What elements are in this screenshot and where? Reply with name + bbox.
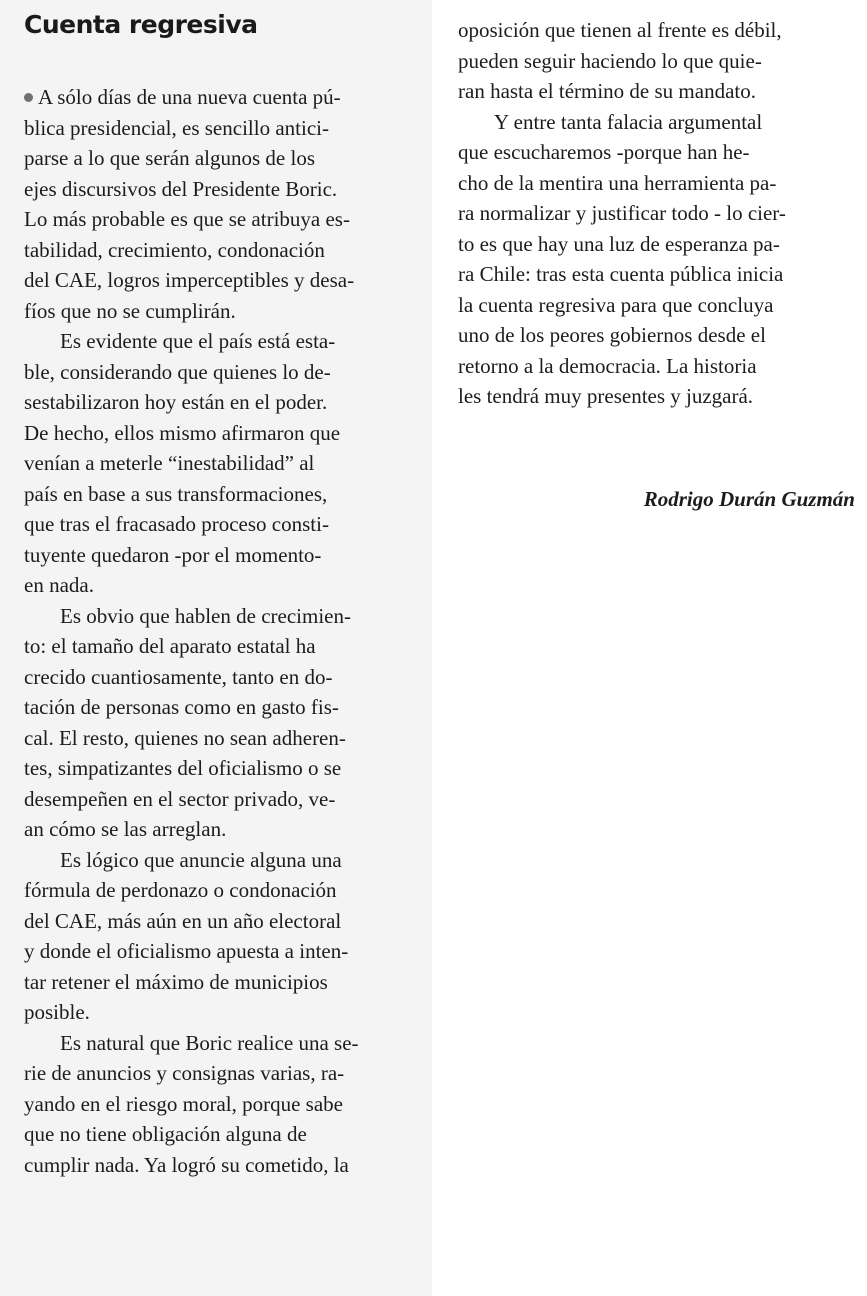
- text-line: oposición que tienen al frente es débil,: [458, 18, 782, 42]
- text-line: blica presidencial, es sencillo antici-: [24, 115, 329, 140]
- text-line: retorno a la democracia. La historia: [458, 353, 757, 378]
- text-line: tar retener el máximo de municipios: [24, 969, 328, 994]
- author-signature: Rodrigo Durán Guzmán: [643, 487, 855, 511]
- text-line: crecido cuantiosamente, tanto en do-: [24, 664, 333, 689]
- text-line: pueden seguir haciendo lo que quie-: [458, 48, 762, 73]
- text-line: De hecho, ellos mismo afirmaron que: [24, 420, 341, 445]
- text-line: yando en el riesgo moral, porque sabe: [24, 1091, 343, 1116]
- text-line: tes, simpatizantes del oficialismo o se: [24, 756, 342, 780]
- text-line: tuyente quedaron -por el momento-: [24, 542, 322, 567]
- text-line: ra normalizar y justificar todo - lo cier-: [458, 201, 786, 225]
- text-line: que tras el fracasado proceso consti-: [24, 512, 329, 536]
- text-line: Es evidente que el país está esta-: [60, 329, 336, 353]
- text-line: A sólo días de una nueva cuenta pú-: [24, 82, 422, 113]
- text-line: ejes discursivos del Presidente Boric.: [24, 176, 338, 201]
- text-line: tabilidad, crecimiento, condonación: [24, 237, 325, 262]
- text-line: que no tiene obligación alguna de: [24, 1122, 307, 1146]
- text-line: to es que hay una luz de esperanza pa-: [458, 231, 780, 256]
- text-line: cho de la mentira una herramienta pa-: [458, 170, 777, 195]
- text-line: fórmula de perdonazo o condonación: [24, 878, 337, 902]
- text-line: fíos que no se cumplirán.: [24, 298, 236, 323]
- text-line: país en base a sus transformaciones,: [24, 481, 328, 506]
- text-line: parse a lo que serán algunos de los: [24, 146, 315, 170]
- text-line: en nada.: [24, 573, 94, 597]
- text-line: del CAE, logros imperceptibles y desa-: [24, 268, 355, 292]
- text-line: les tendrá muy presentes y juzgará.: [458, 384, 754, 408]
- article-headline: Cuenta regresiva: [24, 10, 258, 39]
- text-line: venían a meterle “inestabilidad” al: [24, 451, 315, 475]
- text-line: rie de anuncios y consignas varias, ra-: [24, 1061, 345, 1085]
- text-line: ra Chile: tras esta cuenta pública inicia: [458, 262, 784, 286]
- text-line: ble, considerando que quienes lo de-: [24, 359, 331, 384]
- text-line: cal. El resto, quienes no sean adheren-: [24, 725, 346, 750]
- text-line: ran hasta el término de su mandato.: [458, 79, 756, 103]
- text-line: del CAE, más aún en un año electoral: [24, 908, 342, 933]
- text-line: y donde el oficialismo apuesta a inten-: [24, 939, 349, 963]
- text-line: posible.: [24, 1000, 90, 1024]
- text-line: to: el tamaño del aparato estatal ha: [24, 634, 316, 658]
- text-line: desempeñen en el sector privado, ve-: [24, 786, 336, 811]
- text-line: Es natural que Boric realice una se-: [60, 1030, 359, 1055]
- left-column-text: [24, 82, 422, 1180]
- text-line: la cuenta regresiva para que concluya: [458, 292, 774, 317]
- text-line: an cómo se las arreglan.: [24, 817, 227, 841]
- text-line: cumplir nada. Ya logró su cometido, la: [24, 1152, 349, 1177]
- text-line: uno de los peores gobiernos desde el: [458, 323, 766, 347]
- text-line: tación de personas como en gasto fis-: [24, 695, 339, 719]
- bullet-icon: [24, 93, 33, 102]
- text-line: Es obvio que hablen de crecimien-: [60, 603, 351, 628]
- text-line: Es lógico que anuncie alguna una: [60, 847, 342, 872]
- right-column-text: [458, 15, 858, 412]
- text-line: que escucharemos -porque han he-: [458, 140, 750, 164]
- text-line: Lo más probable es que se atribuya es-: [24, 207, 350, 231]
- text-line: Y entre tanta falacia argumental: [494, 109, 763, 134]
- text-line: sestabilizaron hoy están en el poder.: [24, 390, 328, 414]
